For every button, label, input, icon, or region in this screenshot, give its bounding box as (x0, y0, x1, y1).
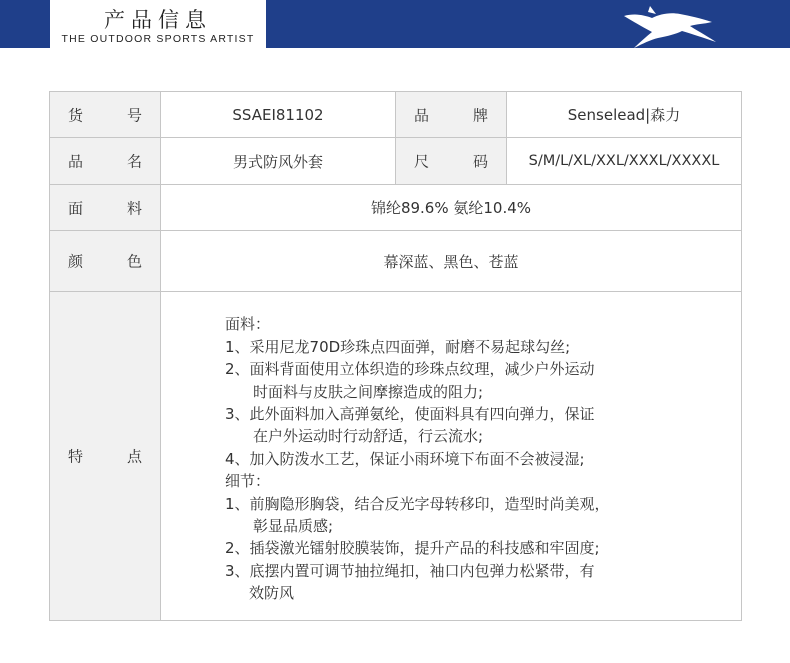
sku-value: SSAEI81102 (161, 92, 396, 138)
features-line: 2、插袋激光镭射胶膜装饰，提升产品的科技感和牢固度; (225, 539, 600, 558)
features-line: 3、此外面料加入高弹氨纶，使面料具有四向弹力，保证 (225, 404, 595, 423)
brand-value: Senselead|森力 (507, 92, 742, 138)
spec-row-sku-brand (50, 92, 742, 138)
color-value: 幕深蓝、黑色、苍蓝 (161, 231, 742, 292)
features-line: 3、底摆内置可调节抽拉绳扣，袖口内包弹力松紧带，有 (225, 561, 595, 580)
page-subtitle: THE OUTDOOR SPORTS ARTIST (61, 33, 255, 45)
features-line: 1、前胸隐形胸袋，结合反光字母转移印，造型时尚美观， (225, 494, 610, 513)
product-spec-table (49, 91, 742, 621)
features-label: 特 点 (50, 292, 161, 621)
features-line: 时面料与皮肤之间摩擦造成的阻力; (253, 382, 484, 401)
header-tab (50, 0, 266, 48)
features-list (161, 293, 741, 618)
brand-label: 品 牌 (396, 92, 507, 138)
features-line: 效防风 (249, 584, 295, 603)
name-value: 男式防风外套 (161, 138, 396, 185)
size-value: S/M/L/XL/XXL/XXXL/XXXXL (507, 138, 742, 185)
features-line: 面料： (225, 315, 271, 334)
swift-bird-logo-icon (620, 4, 720, 48)
features-line: 彰显品质感; (253, 517, 334, 536)
features-line: 1、采用尼龙70D珍珠点四面弹，耐磨不易起球勾丝; (225, 337, 571, 356)
spec-row-fabric (50, 185, 742, 231)
features-line: 细节： (225, 472, 271, 491)
fabric-value: 锦纶89.6% 氨纶10.4% (161, 185, 742, 231)
spec-row-color (50, 231, 742, 292)
features-line: 2、面料背面使用立体织造的珍珠点纹理，减少户外运动 (225, 360, 595, 379)
name-label: 品 名 (50, 138, 161, 185)
features-value (161, 292, 742, 621)
color-label: 颜 色 (50, 231, 161, 292)
size-label: 尺 码 (396, 138, 507, 185)
features-line: 在户外运动时行动舒适，行云流水; (253, 427, 484, 446)
spec-row-features (50, 292, 742, 621)
page-title: 产品信息 (104, 8, 212, 32)
features-line: 4、加入防泼水工艺，保证小雨环境下布面不会被浸湿; (225, 449, 585, 468)
sku-label: 货 号 (50, 92, 161, 138)
header-banner (0, 0, 790, 48)
spec-row-name-size (50, 138, 742, 185)
fabric-label: 面 料 (50, 185, 161, 231)
